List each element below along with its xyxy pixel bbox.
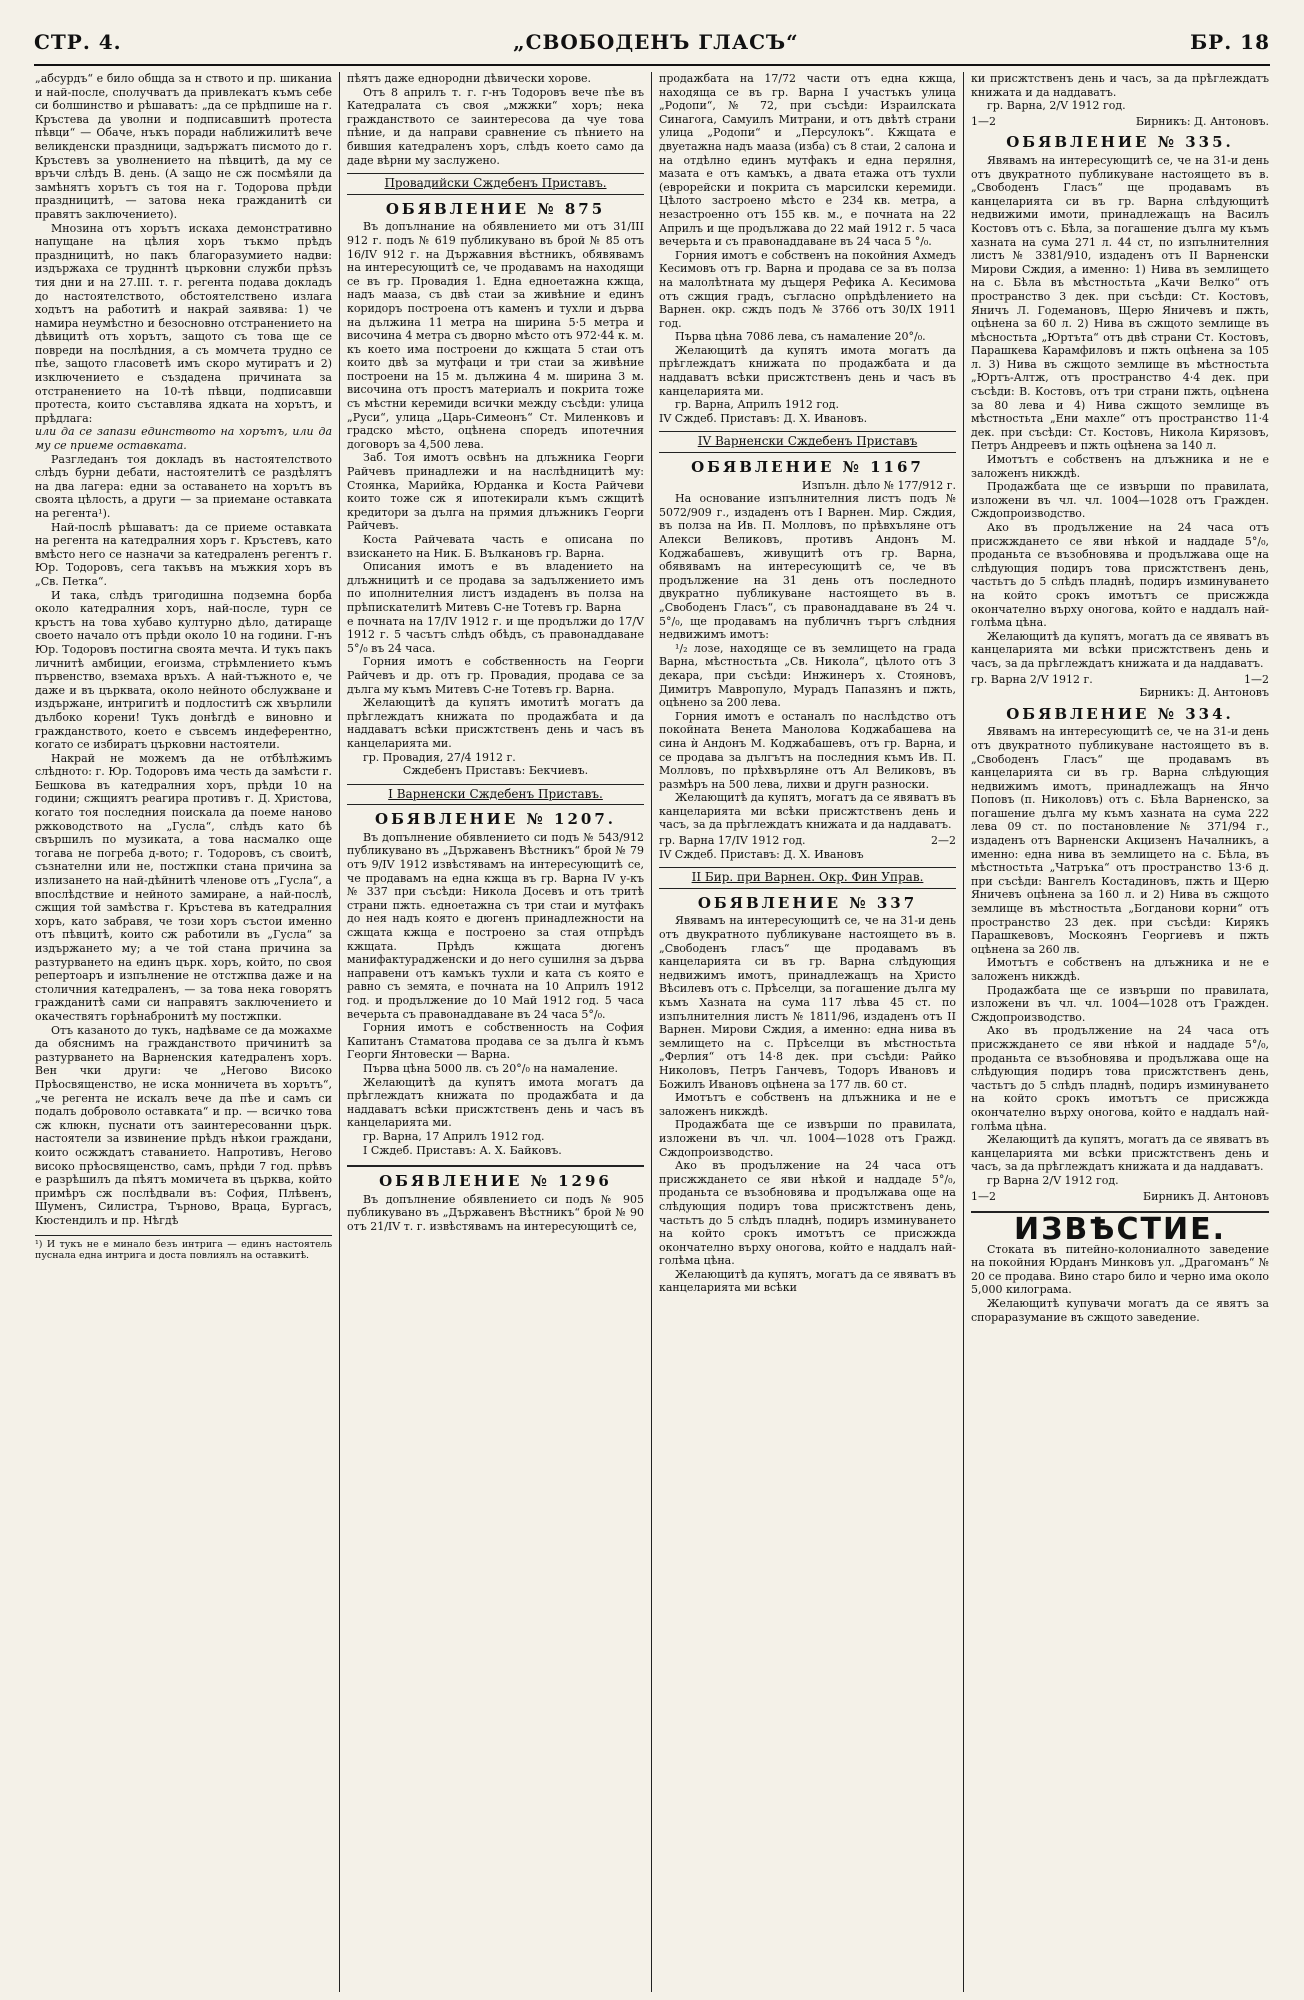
notice-paragraph: Имотътъ е собственъ на длъжника и не е заложенъ никждѣ. [971,956,1269,983]
notice-paragraph: Първа цѣна 5000 лв. съ 20°/₀ на намаление. [363,1061,618,1075]
bailiff-heading: IV Варненски Сждебенъ Приставъ [659,431,956,453]
issue-number: БР. 18 [1190,30,1270,54]
notice-paragraph: Желающитѣ да купятъ имотитѣ могатъ да прѣглеждатъ книжата по продажбата и да наддаватъ всѣки присжтственъ день и часъ въ канцеларията ми. [347,696,644,750]
notice-paragraph: продажбата на 17/72 части отъ една кжща, находяща се въ гр. Варна I участъкъ улица „Родопи“, № 72, при съсѣди: Израилската Синагога, Самуилъ Митрани, и отъ двѣтѣ страни улица „Родопи“ и „Персулокъ“. Кжщата е двуетажна надъ мааза (изба) съ 8 стаи, 2 салона и на отдѣлно единъ мутфакъ и една перялня, мазата е отъ камъкъ, а двата етажа отъ тухли (еврорейски и покрита съ марсилски керемиди. Цѣлото застроено мѣсто е 234 кв. метра, а незастроенно отъ 155 кв. м., е почната на 22 Априлъ и ще продължава до 22 май 1912 г. 5 часа вечерьта и съ правонаддаване въ 24 часа 5 °/₀. [659,72,956,249]
notice-paragraph: Горния имотъ е собственность на Георги Райчевъ и др. отъ гр. Провадия, продава се за дълга му къмъ Митевъ С-не Тотевъ гр. Варна. [347,655,644,696]
notice-paragraph: На основание изпълнителния листъ подъ № 5072/909 г., издаденъ отъ I Варнен. Мир. Сждия, въ полза на Ив. П. Молловъ, по прѣвхъляне отъ Алекси Великовъ, противъ Андонъ М. Коджабашевъ, живущитѣ отъ гр. Варна, обявявамъ на интересующитѣ се, че въ продължение на 31 день отъ последното двукратно публикуване настоящето въ в. „Свободенъ Гласъ“, съ правонаддаване въ 24 ч. 5°/₀, ще продавамъ на публичнъ търгъ слѣдния недвижимъ имотъ: [659,492,956,642]
column-3 [652,72,964,1992]
notice-paragraph: Явявамъ на интересующитѣ се, че на 31-и день отъ двукратното публикуване настоящето въ в. „Свободенъ гласъ“ ще продавамъ въ канцеларията си въ гр. Варна слѣдующия недвижимъ имотъ, принадлежащъ на Христо Вѣсилевъ отъ с. Прѣселци, за погашение дълга му къмъ Хазната на сума 117 лѣва 45 ст. по изпълнителния листъ № 1811/96, издаденъ отъ II Варнен. Мирови Сждия, а именно: една нива въ землището на с. Прѣселци въ мѣстностьта „Ферлия“ отъ 14·8 дек. при съсѣди: Райко Николовъ, Петръ Ганчевъ, Тодоръ Ивановъ и Божилъ Ивановъ оцѣнена за 177 лв. 60 ст. [659,914,956,1091]
article-paragraph: пѣятъ даже еднородни дѣвически хорове. [347,72,592,85]
notice-date: гр Варна 2/V 1912 год. [987,1173,1119,1187]
notice-paragraph: Ако въ продължение на 24 часа отъ присжждането се яви нѣкой и наддаде 5°/₀, проданьта се възобновява и продължава още на слѣдующия подиръ това присжтственъ день, частьтъ до 5 слѣдъ пладнѣ, подиръ изминуването на който срокъ имотътъ се присжжда окончателно върху оногова, който е наддалъ най-голѣма цѣна. [659,1159,956,1268]
notice-paragraph: Първа цѣна 7086 лева, съ намаление 20°/₀. [675,330,926,344]
notice-paragraph: Продажбата ще се извърши по правилата, изложени въ чл. чл. 1004—1028 отъ Гражден. Сждопроизводство. [971,983,1269,1024]
notice-mark: 1—2 [971,114,996,128]
notice-paragraph: Желающитѣ да купятъ, могатъ да се явяватъ въ канцеларията ми всѣки присжтственъ день и часъ, за да прѣглеждатъ книжата и да наддаватъ. [971,1133,1269,1174]
notice-signature: IV Сждеб. Приставъ: Д. Х. Ивановъ. [659,411,868,425]
article-emphasis: или да се запази единството на хорътъ, или да му се приеме оставката. [35,425,332,453]
notice-date: гр. Варна 17/IV 1912 год. [659,834,806,848]
article-paragraph: „абсурдъ“ е било общда за н ството и пр. шиканиа и най-после, сполучватъ да привлекатъ къмъ себе си болшинство и рѣшаватъ: „да се прѣдпише на г. Кръстева да уволни и подписавшитѣ протеста пѣвци“ — Обаче, нъкъ поради наближилитѣ вече великденски праздници, задържатъ писмото до г. Кръстевъ за уволнението на пѣвцитѣ, да му се връчи слѣдъ В. день. (А защо не сж посмѣяли да замѣнятъ хорътъ съ тоя на г. Тодорова прѣди праздницитѣ, — затова нека гражданитѣ си правятъ заключението). [35,72,332,221]
newspaper-title: „СВОБОДЕНЪ ГЛАСЪ“ [513,30,799,54]
bailiff-heading: Провадийски Сждебенъ Приставъ. [347,173,644,195]
notice-paragraph: Желающитѣ да купятъ имота могатъ да прѣглеждатъ книжата по продажбата и да наддаватъ всѣки присжтственъ день и часъ въ канцеларията ми. [347,1075,644,1130]
notice-paragraph: Коста Райчевата часть е описана по взискането на Ник. Б. Вълкановъ гр. Варна. [347,533,644,560]
notice-signature: Бирникъ Д. Антоновъ [1143,1189,1269,1203]
notice-paragraph: Горния имотъ е собственность на София Капитанъ Стаматова продава се за дълга ѝ къмъ Георги Янтовески — Варна. [347,1021,644,1062]
notice-title: ОБЯВЛЕНИЕ № 1207. [375,810,616,829]
page-header [34,30,1270,66]
notice-paragraph: Имотътъ е собственъ на длъжника и не е заложенъ никждѣ. [971,453,1269,480]
notice-paragraph: Имотътъ е собственъ на длъжника и не е заложенъ никждѣ. [659,1091,956,1118]
bailiff-heading: II Бир. при Варнен. Окр. Фин Управ. [659,867,956,889]
notice-paragraph: Продажбата ще се извърши по правилата, изложени въ чл. чл. 1004—1028 отъ Гражден. Сждопроизводство. [971,480,1269,521]
case-number: Изпълн. дѣло № 177/912 г. [801,478,956,492]
announcement-title: ИЗВѢСТИЕ. [1014,1212,1226,1248]
notice-title: ОБЯВЛЕНИЕ № 1167 [691,458,924,477]
separator [347,1165,644,1167]
article-paragraph: Разгледанъ тоя докладъ въ настоятелството слѣдъ бурни дебати, настоятелитѣ се раздѣлятъ на два лагера: едни за оставането на хорътъ въ своята цѣлость, а други — за приемане оставката на регента¹). [35,452,332,520]
notice-signature: Бирникъ: Д. Антоновъ. [1135,114,1269,128]
columns [28,72,1276,1992]
footnote: ¹) И тукъ не е минало безъ интрига — единъ настоятель пуснала една интрига и доста повлиялъ на оставкитѣ. [35,1235,332,1261]
notice-date-row [971,673,1269,687]
notice-paragraph: Явявамъ на интересующитѣ се, че на 31-и день отъ двукратното публикуване настоящето въ в. „Свободенъ Гласъ“ ще продавамъ въ канцеларията си въ гр. Варна слѣдующитѣ недвижими имоти, принадлежащъ на Василъ Костовъ отъ с. Бѣла, за погашение дълга му къмъ хазната на сума 271 л. 44 ст, по изпълнителния листъ № 3381/910, издаденъ отъ II Варненски Мирови Сждия, а именно: 1) Нива въ землището на с. Бѣла въ мѣстностьта „Качи Велко“ отъ пространство 3 дек. при съсѣди: Ст. Костовъ, Яничъ Л. Годемановъ, Щерю Яничевъ и пжть, оцѣнена за 60 л. 2) Нива въ сжщото землище въ мѣсностьта „Юртъта“ отъ двѣ страни Ст. Костовъ, Парашкева Карамфиловъ и пжть оцѣнена за 105 л. 3) Нива въ сжщото землище въ мѣстностьта „Юртъ-Алтж, отъ пространство 4·4 дек. при съсѣди: В. Костовъ, отъ три страни пжть, оцѣнена за 80 лева и 4) Нива сжщото землище въ мѣстностьта „Ени махле“ отъ пространство 11·4 дек. при съсѣди: Ст. Костовъ, Никола Кирязовъ, Петръ Андреевъ и пжть оцѣнена за 140 л. [971,153,1269,453]
notice-paragraph: Горния имотъ е собственъ на покойния Ахмедъ Кесимовъ отъ гр. Варна и продава се за въ полза на малолѣтната му дъщеря Рефика А. Кесимова отъ сжщия градъ, съгласно опрѣдѣлението на Варнен. окр. сждъ подъ № 3766 отъ 30/IX 1911 год. [659,248,956,330]
article-paragraph: Отъ казаното до тукъ, надѣваме се да можахме да обяснимъ на гражданството причинитѣ за разтурването на Варненския катедраленъ хоръ. Вен чки други: че „Негово Високо Прѣосвященство, не иска монничета въ хорътъ“, „че регента не искалъ вече да пѣе и самъ си подалъ доброволо оставката“ и пр. — всичко това сж клюкн, пуснати отъ заинтересованни църк. настоятели за извинение прѣдъ нѣкои граждани, които осжждатъ ставанието. Напротивъ, Негово високо прѣосвященство, самъ, прѣди 7 год. прѣвъ е разрѣшилъ да пѣятъ момичета въ църква, който примѣръ сж послѣдвали въ: София, Плѣвенъ, Шуменъ, Силистра, Търново, Враца, Бургасъ, Кюстендилъ и пр. Нѣгдѣ [35,1023,332,1227]
notice-date: гр. Варна, 17 Априлъ 1912 год. [363,1129,545,1143]
notice-signature: Бирникъ: Д. Антоновъ [1139,686,1269,700]
announcement-paragraph: Желающитѣ купувачи могатъ да се явятъ за спораразумание въ сжщото заведение. [971,1297,1269,1324]
column-2 [340,72,652,1992]
notice-paragraph: Продажбата ще се извърши по правилата, изложени въ чл. чл. 1004—1028 отъ Гражд. Сждопроизводство. [659,1118,956,1159]
article-paragraph: Най-послѣ рѣшаватъ: да се приеме оставката на регента на катедралния хоръ г. Кръстевъ, като вмѣсто него се назначи за катедраленъ регентъ г. Юр. Тодоровъ, сега такъвъ на мъжкия хоръ въ „Св. Петка“. [35,520,332,588]
bailiff-heading: I Варненски Сждебенъ Приставъ. [347,784,644,806]
notice-paragraph: Желающитѣ да купятъ, могатъ да се явяватъ въ канцеларията ми всѣки присжтственъ день и часъ, за да прѣглеждатъ книжата и да наддаватъ. [971,629,1269,670]
article-paragraph: Отъ 8 априлъ т. г. г-нъ Тодоровъ вече пѣе въ Катедралата съ своя „мжжки“ хоръ; нека гражданството се заинтересова да чуе това пѣние, и да направи сравнение съ пѣнието на бившия катедраленъ хоръ, слѣдъ което само да даде вѣрни му заслужено. [347,85,644,167]
notice-paragraph: ки присжтственъ день и часъ, за да прѣглеждатъ книжата и да наддаватъ. [971,72,1269,99]
notice-paragraph: Ако въ продължение на 24 часа отъ присжждането се яви нѣкой и наддаде 5°/₀, проданьта се възобновява и продължава още на слѣдующия подиръ това присжтственъ день, частьтъ до 5 слѣдъ пладнѣ, подиръ изминуването на който срокъ имотътъ се присжжда окончателно върху оногова, който е наддалъ най-голѣма цѣна. [971,1024,1269,1133]
article-paragraph: Накрай не можемъ да не отбѣлѣжимъ слѣдното: г. Юр. Тодоровъ има честь да замѣсти г. Бешкова въ катедралния хоръ, прѣди 10 на години; сжщиятъ реагира противъ г. Д. Христова, когато тоя последния поискала да поеме наново ржководството на „Гусла“, слѣдъ като бѣ свършилъ по музиката, а това насмалко още тогава не погреба д-вото; г. Тодоровъ, съ своитѣ, съзнателни или не, постжпки стана причина за излизането на най-дѣйнитѣ членове отъ „Гусла“, а впослѣдствие и нейното замиране, а най-послѣ, сжщия той замѣства г. Кръстева въ катедралния хоръ, като забравя, че този хоръ състои именно отъ пѣвцитѣ, които сж работили въ „Гусла“ за издържането му; а че той стана причина за разтурването на единъ църк. хоръ, който, по своя репертоаръ и изпълнение не отстжпва даже и на столичния катедраленъ, — за това нека говорятъ гражданитѣ сами си направятъ заключението и окачествятъ горѣнабронитѣ му постжпки. [35,751,332,1023]
notice-paragraph: ¹/₂ лозе, находяще се въ землището на града Варна, мѣстностьта „Св. Никола“, цѣлото отъ 3 декара, при съсѣди: Инжинеръ х. Стояновъ, Димитръ Мавропуло, Мурадъ Папазянъ и пжть, оцѣнено за 200 лева. [659,641,956,710]
column-4 [964,72,1276,1992]
notice-paragraph: Заб. Тоя имотъ освѣнъ на длъжника Георги Райчевъ принадлежи и на наслѣдницитѣ му: Стоянка, Марийка, Юрданка и Коста Райчеви които тоже сж я ипотекирали къмъ сжщитѣ кредитори за дълга на прямия длъжникъ Георги Райчевъ. [347,451,644,533]
notice-title: ОБЯВЛЕНИЕ № 337 [697,893,918,912]
page-number: СТР. 4. [34,30,122,54]
column-1 [28,72,340,1992]
notice-sign-row [971,115,1269,129]
notice-paragraph: е почната на 17/IV 1912 г. и ще продължи до 17/V 1912 г. 5 часътъ слѣдъ обѣдъ, съ правонаддаване 5°/₀ въ 24 часа. [347,614,644,655]
notice-mark: 1—2 [1244,672,1269,686]
notice-date: гр. Варна, Априлъ 1912 год. [675,398,840,412]
notice-signature: IV Сждеб. Приставъ: Д. Х. Ивановъ [659,847,864,861]
notice-title: ОБЯВЛЕНИЕ № 335. [1006,133,1234,152]
announcement-paragraph: Стоката въ питейно-колониалното заведение на покойния Юрданъ Минковъ ул. „Драгоманъ“ № 20 се продава. Вино старо било и черно има около 5,000 килограма. [971,1242,1269,1297]
notice-paragraph: Явявамъ на интересующитѣ се, че на 31-и день отъ двукратното публикуване настоящето въ в. „Свободенъ Гласъ“ ще продавамъ въ канцеларията си въ гр. Варна слѣдующия недвижимъ имотъ, принадлежащъ на Янчо Поповъ (п. Николовъ) отъ с. Бѣла Варненско, за погашение дълга му къмъ хазната на сума 222 лева 09 ст. по постановление № 371/94 г., издаденъ отъ Варненски Акцизенъ Началникъ, а именно: една нива въ землището на с. Бѣла, въ мѣстностьта „Чатръка“ отъ пространство 13·6 д. при съсѣди: Вангелъ Костадиновъ, пжть и Щерю Яничевъ оцѣнена за 160 л. и 2) Нива въ сжщото землище въ мѣстностьта „Богданови корни“ отъ пространство 23 дек. при съсѣди: Кирякъ Парашкевовъ, Москоянъ Георгиевъ и пжть оцѣнена за 260 лв. [971,725,1269,956]
notice-date: гр. Провадия, 27/4 1912 г. [363,750,516,764]
notice-signature: I Сждеб. Приставъ: А. Х. Байковъ. [363,1143,562,1157]
notice-paragraph: Описания имотъ е въ владението на длъжницитѣ и се продава за задължението имъ по иполнителния листъ издаденъ въ полза на прѣпискателитѣ Митевъ С-не Тотевъ гр. Варна [347,560,644,614]
notice-paragraph: Ако въ продължение на 24 часа отъ присжждането се яви нѣкой и наддаде 5°/₀, проданьта се възобновява и продължава още на слѣдующия подиръ това присжтственъ день, частьтъ до 5 слѣдъ пладнѣ, подиръ изминуването на който срокъ имотътъ се присжжда окончателно върху оногова, който е наддалъ най-голѣма цѣна. [971,521,1269,630]
notice-date: гр. Варна, 2/V 1912 год. [987,99,1126,113]
notice-paragraph: Желающитѣ да купятъ, могатъ да се явяватъ въ канцеларията ми всѣки присжтственъ день и часъ, за да прѣглеждатъ книжата и да наддаватъ. [659,791,956,832]
notice-paragraph: Въ допълнение обявлението си подъ № 543/912 публикувано въ „Държавенъ Вѣстникъ“ брой № 79 отъ 9/IV 1912 извѣстявамъ на интересующитѣ се, че продавамъ на една кжща въ гр. Варна IV у-къ № 337 при съсѣди: Никола Досевъ и отъ тритѣ страни пжть. едноетажна съ три стаи и мутфакъ до нея надъ която е дюгенъ принадлежности на сжщата кжща е построено за стая отпрѣдъ кжщата. Прѣдъ кжщата дюгенъ манифактурадженски и до него сушилня за дърва направени отъ камъкъ тухли и ката съ която е равно съ земята, е почната на 10 Априлъ 1912 год. и продължение до 10 Май 1912 год. 5 часа вечерьта съ правонаддаване въ 24 часа 5°/₀. [347,830,644,1021]
notice-title: ОБЯВЛЕНИЕ № 1296 [379,1172,612,1191]
notice-mark: 1—2 [971,1189,996,1203]
notice-paragraph: Желающитѣ да купятъ, могатъ да се явяватъ въ канцеларията ми всѣки [659,1267,956,1295]
notice-date-row [659,834,956,848]
notice-paragraph: Горния имотъ е останалъ по наслѣдство отъ покойната Венета Манолова Коджабашева на сина ѝ Андонъ М. Коджабашевъ, отъ гр. Варна, и се продава за дългътъ на последния къмъ Ив. П. Молловъ, по прѣхвърляне отъ Ал Великовъ, въ размѣръ на 500 лева, лихви и другн разноски. [659,709,956,791]
article-paragraph: Мнозина отъ хорътъ искаха демонстративно напущане на цѣлия хоръ тъкмо прѣдъ праздницитѣ, но пакъ благоразумието надви: издържаха се трудннтѣ църковни служби прѣзъ тия дни и на 27.III. т. г. регента подава докладъ до настоятелството, обстоятелствено излага ходътъ на работитѣ и накрай заявява: 1) че намира неумѣстно и безосновно отстранението на дѣвицитѣ отъ хорътъ, защото съ това ще се повреди на послѣдния, а съ момчета трудно се пѣе, защото гласоветѣ имъ скоро мутиратъ и 2) изключението е създадена причината за отстранението на 10-тѣ пѣвци, подписавши протеста, които съставлява ядката на хорътъ, и прѣдлага: [35,221,332,425]
notice-title: ОБЯВЛЕНИЕ № 334. [1006,704,1234,723]
notice-signature: Сждебенъ Приставъ: Бекчиевъ. [402,764,589,778]
notice-paragraph: Желающитѣ да купятъ имота могатъ да прѣглеждатъ книжата по продажбата и да наддаватъ всѣки присжтственъ день и часъ въ канцеларията ми. [659,343,956,398]
notice-sign-row [971,1190,1269,1204]
notice-paragraph: Въ допълнание на обявлението ми отъ 31/III 912 г. подъ № 619 публикувано въ брой № 85 отъ 16/IV 912 г. на Държавния вѣстникъ, обявявамъ на интересующитѣ се, че продавамъ на находящи се въ гр. Провадия 1. Една едноетажна кжща, надъ мааза, съ двѣ стаи за живѣние и единъ коридоръ построена отъ каменъ и тухли и дърва на дължина 11 метра на ширина 5·5 метра и височина 4 метра съ дворно мѣсто отъ 972·44 к. м. къ което има построени до кжщата 5 стаи отъ които двѣ за мутфаци и три стаи за живѣние построени на 15 м. дължина 4 м. ширина 3 м. височина отъ простъ материалъ и покрита тоже съ мѣстни керемиди всички между съсѣди: улица „Руси“, улица „Царь-Симеонъ“ Ст. Миленковъ и градско мѣсто, оцѣнена споредъ ипотечния договоръ за 4,500 лева. [347,220,644,451]
notice-title: ОБЯВЛЕНИЕ № 875 [385,199,606,218]
notice-paragraph: Въ допълнение обявлението си подъ № 905 публикувано въ „Държавенъ Вѣстникъ“ брой № 90 отъ 21/IV т. г. извѣстявамъ на интересующитѣ се, [347,1192,644,1233]
article-paragraph: И така, слѣдъ тригодишна подземна борба около катедралния хоръ, най-после, турн се кръстъ на това хубаво културно дѣло, датираще своето начало отъ прѣди около 10 на години. Г-нъ Юр. Тодоровъ постигна своята мечта. И тукъ пакъ личнитѣ амбиции, егоизма, стрѣмлението къмъ първенство, вземаха връхъ. А най-тъжното е, че даже и въ църквата, около нейното обслужване и издържане, интригитѣ и подлоститѣ сж хвърлили дълбоко корени! Тукъ донѣгдѣ е виновно и гражданството, което е съвсемъ индеферентно, когато се избиратъ църковни настоятели. [35,588,332,752]
notice-mark: 2—2 [931,834,956,848]
notice-date: гр. Варна 2/V 1912 г. [971,672,1093,686]
